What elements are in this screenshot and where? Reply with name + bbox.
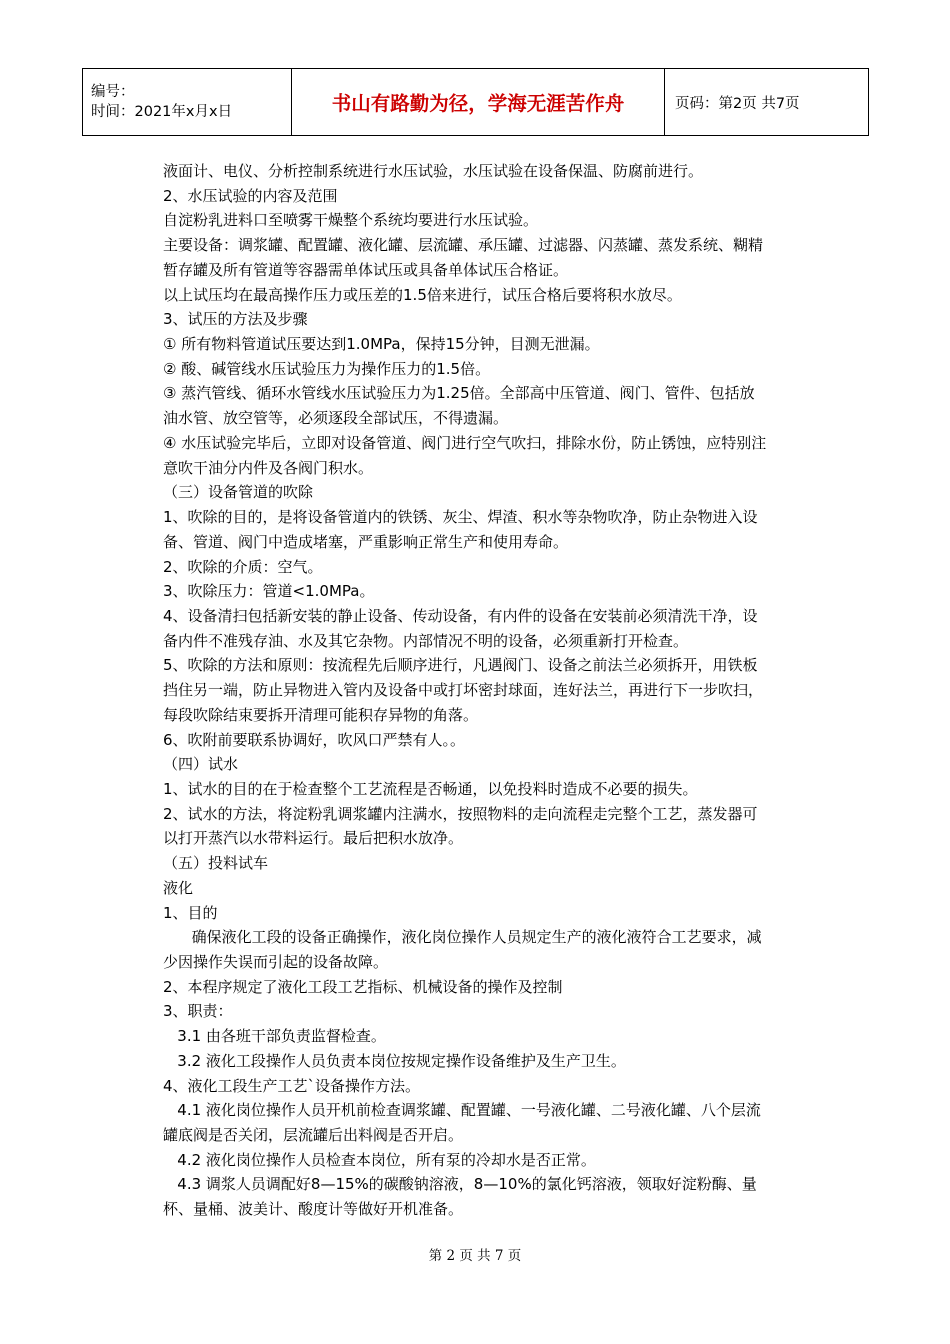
- document-number-label: 编号：: [91, 84, 135, 100]
- text-line: 杯、量桶、波美计、酸度计等做好开机准备。: [163, 1200, 464, 1219]
- text-line: 意吹干油分内件及各阀门积水。: [163, 458, 374, 477]
- text-line: （三）设备管道的吹除: [163, 483, 314, 502]
- text-line: （五）投料试车: [163, 854, 269, 873]
- text-line: 备内件不准残存油、水及其它杂物。内部情况不明的设备，必须重新打开检查。: [163, 631, 689, 650]
- header-motto: 书山有路勤为径，学海无涯苦作舟: [292, 69, 665, 136]
- text-line: 确保液化工段的设备正确操作，液化岗位操作人员规定生产的液化液符合工艺要求，减: [163, 928, 762, 947]
- text-line: 主要设备：调浆罐、配置罐、液化罐、层流罐、承压罐、过滤器、闪蒸罐、蒸发系统、糊精: [163, 236, 764, 255]
- text-line: 4.1 液化岗位操作人员开机前检查调浆罐、配置罐、一号液化罐、二号液化罐、八个层流: [163, 1101, 761, 1120]
- page-footer: 第 2 页 共 7 页: [428, 1248, 522, 1264]
- text-line: 4、设备清扫包括新安装的静止设备、传动设备，有内件的设备在安装前必须清洗干净，设: [163, 606, 758, 625]
- text-line: 4.3 调浆人员调配好8—15%的碳酸钠溶液，8—10%的氯化钙溶液，领取好淀粉酶、量: [163, 1175, 757, 1194]
- text-line: 3.2 液化工段操作人员负责本岗位按规定操作设备维护及生产卫生。: [163, 1051, 626, 1070]
- text-line: 罐底阀是否关闭，层流罐后出料阀是否开启。: [163, 1126, 464, 1145]
- text-line: 油水管、放空管等，必须逐段全部试压，不得遗漏。: [163, 409, 509, 428]
- text-line: 5、吹除的方法和原则：按流程先后顺序进行，凡遇阀门、设备之前法兰必须拆开，用铁板: [163, 656, 758, 675]
- text-line: ② 酸、碱管线水压试验压力为操作压力的1.5倍。: [163, 359, 491, 378]
- document-time-label: 时间：2021年x月x日: [91, 104, 233, 120]
- text-line: 少因操作失误而引起的设备故障。: [163, 953, 389, 971]
- text-line: 2、水压试验的内容及范围: [163, 186, 338, 205]
- document-body: [163, 159, 843, 1222]
- text-line: 液面计、电仪、分析控制系统进行水压试验，水压试验在设备保温、防腐前进行。: [163, 162, 704, 180]
- text-line: 2、本程序规定了液化工段工艺指标、机械设备的操作及控制: [163, 977, 563, 996]
- text-line: 液化: [163, 878, 194, 897]
- text-line: 4、液化工段生产工艺`设备操作方法。: [163, 1076, 421, 1095]
- text-line: 以打开蒸汽以水带料运行。最后把积水放净。: [163, 829, 464, 848]
- text-line: 1、试水的目的在于检查整个工艺流程是否畅通，以免投料时造成不必要的损失。: [163, 779, 698, 798]
- text-line: 备、管道、阀门中造成堵塞，严重影响正常生产和使用寿命。: [163, 532, 569, 551]
- text-line: 每段吹除结束要拆开清理可能积存异物的角落。: [163, 705, 479, 724]
- text-line: ① 所有物料管道试压要达到1.0MPa，保持15分钟，目测无泄漏。: [163, 335, 600, 354]
- text-line: 挡住另一端，防止异物进入管内及设备中或打坏密封球面，连好法兰，再进行下一步吹扫，: [163, 681, 764, 700]
- text-line: 以上试压均在最高操作压力或压差的1.5倍来进行，试压合格后要将积水放尽。: [163, 285, 682, 304]
- text-line: 暂存罐及所有管道等容器需单体试压或具备单体试压合格证。: [163, 260, 569, 279]
- text-line: ④ 水压试验完毕后，立即对设备管道、阀门进行空气吹扫，排除水份，防止锈蚀，应特别注: [163, 433, 767, 452]
- text-line: ③ 蒸汽管线、循环水管线水压试验压力为1.25倍。全部高中压管道、阀门、管件、包括放: [163, 384, 755, 403]
- text-line: 1、目的: [163, 903, 218, 922]
- header-page-info: 页码：第2页 共7页: [665, 69, 869, 136]
- text-line: 3.1 由各班干部负责监督检查。: [163, 1027, 386, 1046]
- text-line: 3、试压的方法及步骤: [163, 310, 308, 329]
- header-meta-cell: [83, 69, 292, 136]
- text-line: （四）试水: [163, 755, 239, 774]
- text-line: 2、试水的方法，将淀粉乳调浆罐内注满水，按照物料的走向流程走完整个工艺，蒸发器可: [163, 804, 758, 823]
- text-line: 1、吹除的目的，是将设备管道内的铁锈、灰尘、焊渣、积水等杂物吹净，防止杂物进入设: [163, 508, 758, 527]
- text-line: 2、吹除的介质：空气。: [163, 557, 323, 576]
- text-line: 3、吹除压力：管道<1.0MPa。: [163, 582, 375, 601]
- text-line: 6、吹附前要联系协调好，吹风口严禁有人。。: [163, 730, 466, 749]
- text-line: 4.2 液化岗位操作人员检查本岗位，所有泵的冷却水是否正常。: [163, 1150, 596, 1169]
- document-header: [82, 68, 869, 136]
- text-line: 自淀粉乳进料口至喷雾干燥整个系统均要进行水压试验。: [163, 211, 539, 230]
- text-line: 3、职责：: [163, 1002, 233, 1021]
